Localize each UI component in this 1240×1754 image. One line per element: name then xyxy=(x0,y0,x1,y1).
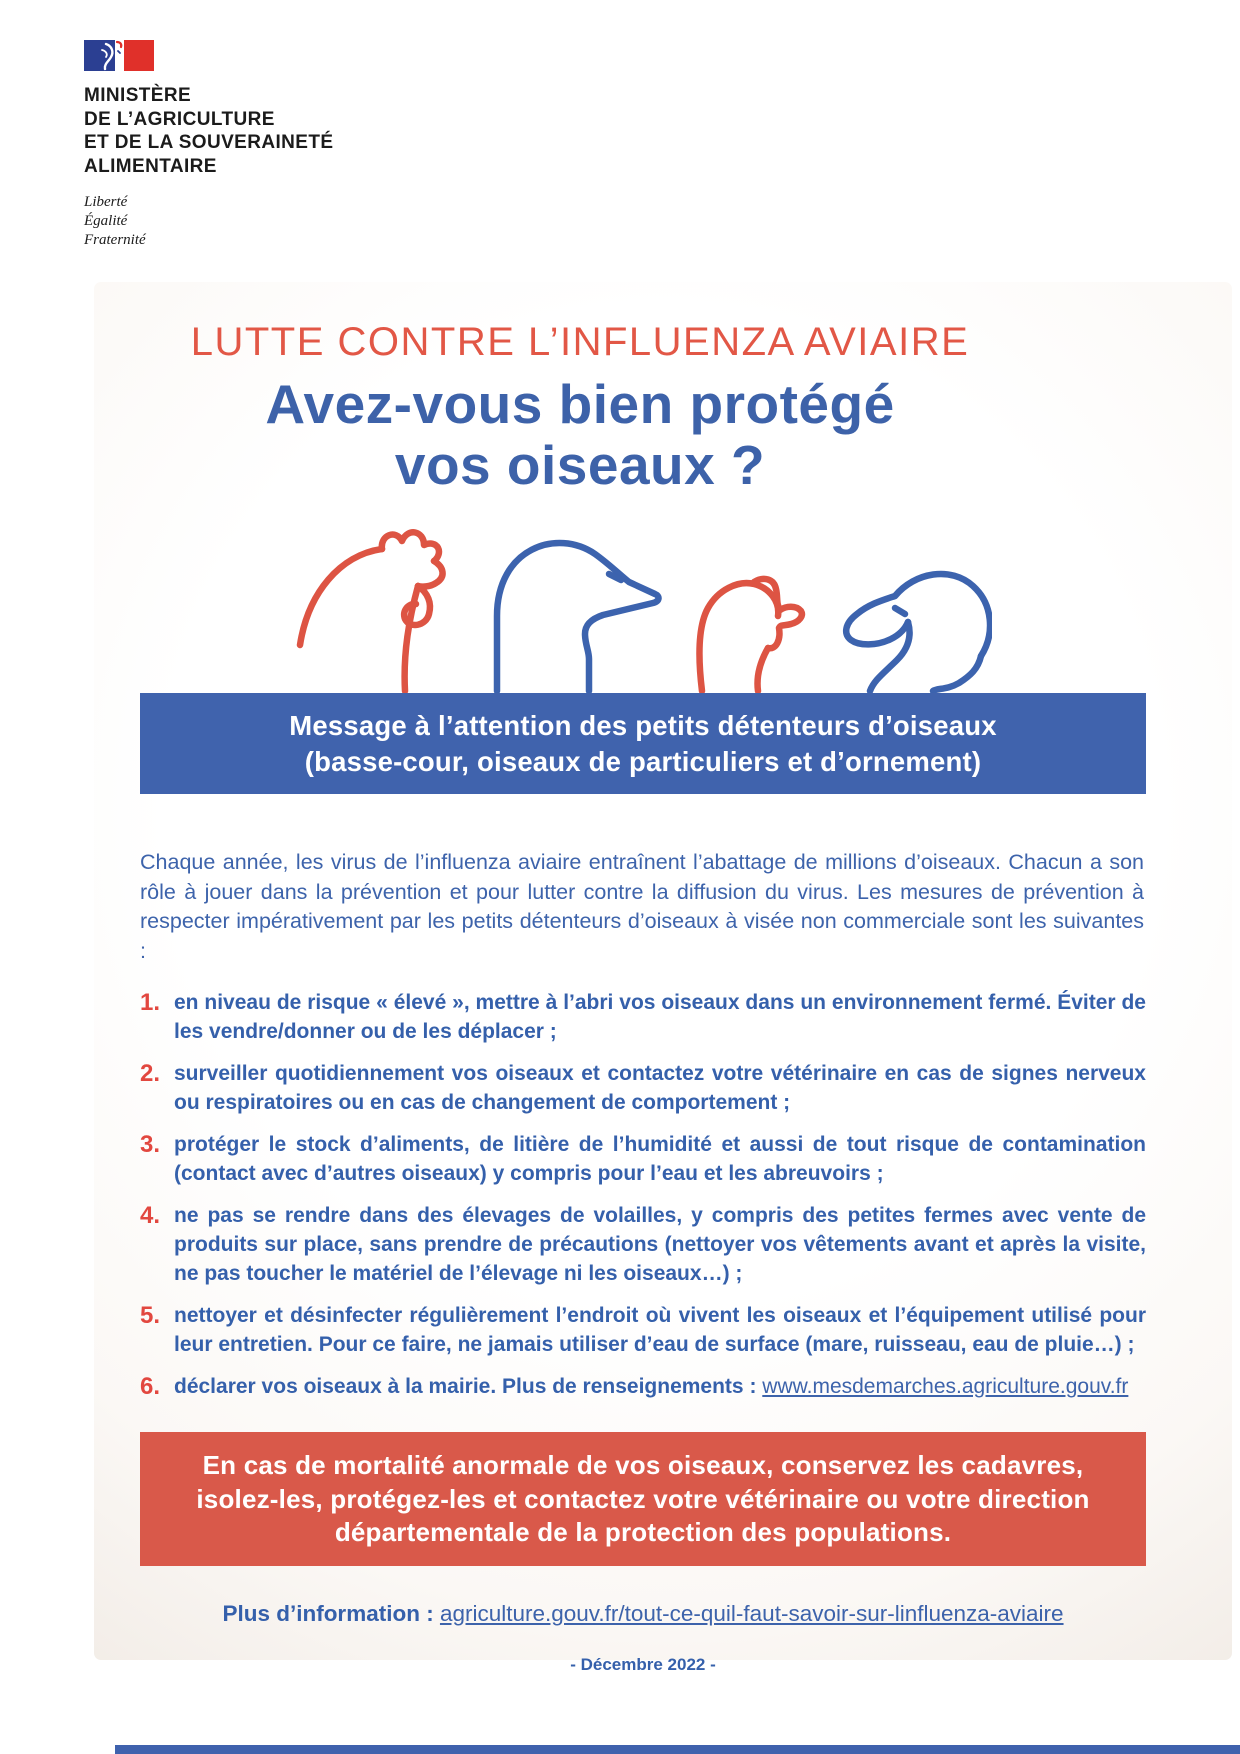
poster-kicker: LUTTE CONTRE L’INFLUENZA AVIAIRE xyxy=(190,320,970,364)
poster-title-line1: Avez-vous bien protégé xyxy=(265,373,895,435)
measure-number: 1. xyxy=(140,989,161,1016)
bottom-accent-bar xyxy=(115,1745,1240,1754)
more-info-label: Plus d’information : xyxy=(222,1600,434,1626)
duck-icon xyxy=(837,552,992,693)
ministry-name-line: DE L’AGRICULTURE xyxy=(84,108,275,130)
measure-text: protéger le stock d’aliments, de litière de l’humidité et aussi de tout risque de contamination (contact avec d’autres oiseaux) y compris pour l’eau et les abreuvoirs ; xyxy=(174,1133,1146,1185)
hen-icon xyxy=(292,523,452,693)
french-flag-marianne-icon xyxy=(84,40,154,71)
measure-item-5 xyxy=(140,1301,1146,1359)
mortality-alert-banner: En cas de mortalité anormale de vos oiseaux, conservez les cadavres, isolez-les, protégez-les et contactez votre vétérinaire ou votre direction départementale de la protection des populations. xyxy=(140,1432,1146,1566)
more-info-line xyxy=(140,1600,1146,1628)
audience-banner xyxy=(140,693,1146,794)
measure-item-2 xyxy=(140,1059,1146,1117)
motto-line: Égalité xyxy=(84,213,128,229)
agriculture-gouv-link[interactable]: agriculture.gouv.fr/tout-ce-quil-faut-savoir-sur-linfluenza-aviaire xyxy=(439,1600,1064,1626)
measure-item-4 xyxy=(140,1201,1146,1288)
measure-text: nettoyer et désinfecter régulièrement l’endroit où vivent les oiseaux et l’équipement utilisé pour leur entretien. Pour ce faire, ne jamais utiliser d’eau de surface (mare, ruisseau, eau de pluie…) ; xyxy=(174,1304,1146,1356)
bird-illustrations xyxy=(292,512,992,693)
measure-number: 5. xyxy=(140,1302,161,1329)
goose-icon xyxy=(479,512,664,693)
mesdemarches-link[interactable]: www.mesdemarches.agriculture.gouv.fr xyxy=(762,1375,1129,1398)
measure-number: 6. xyxy=(140,1373,161,1400)
poster-card xyxy=(94,282,1232,1674)
ministry-name-line: ET DE LA SOUVERAINETÉ xyxy=(84,132,334,153)
audience-banner-line2: (basse-cour, oiseaux de particuliers et d’ornement) xyxy=(304,746,982,777)
measure-item-1 xyxy=(140,988,1146,1046)
motto-line: Fraternité xyxy=(84,232,146,248)
intro-paragraph: Chaque année, les virus de l’influenza aviaire entraînent l’abattage de millions d’oiseaux. Chacun a son rôle à jouer dans la prévention et pour lutter contre la diffusion du virus. Les mesures de prévention à respecter impérativement par les petits détenteurs d’oiseaux à visée non commerciale sont les suivantes : xyxy=(140,850,1144,963)
measure-text xyxy=(174,1372,1146,1401)
ministry-name-line: MINISTÈRE xyxy=(84,85,192,106)
measure-number: 3. xyxy=(140,1131,161,1158)
measure-text: ne pas se rendre dans des élevages de volailles, y compris des petites fermes avec vente de produits sur place, sans prendre de précautions (nettoyer vos vêtements avant et après la visite, ne pas toucher le matériel de l’élevage ni les oiseaux…) ; xyxy=(174,1204,1146,1285)
turkey-icon xyxy=(692,562,810,693)
measure-number: 4. xyxy=(140,1202,161,1229)
government-logo-block xyxy=(84,40,504,250)
poster-title-line2: vos oiseaux ? xyxy=(394,434,766,496)
ministry-name xyxy=(84,84,504,178)
measures-list xyxy=(140,988,1146,1401)
audience-banner-line1: Message à l’attention des petits détenteurs d’oiseaux xyxy=(289,710,997,741)
measure-text-lead: déclarer vos oiseaux à la mairie. Plus de renseignements : xyxy=(174,1375,763,1398)
measure-item-3 xyxy=(140,1130,1146,1188)
measure-number: 2. xyxy=(140,1060,161,1087)
ministry-name-line: ALIMENTAIRE xyxy=(84,155,217,177)
measure-item-6 xyxy=(140,1372,1146,1401)
publication-date: - Décembre 2022 - xyxy=(570,1654,716,1674)
republic-motto xyxy=(84,193,504,250)
measure-text: en niveau de risque « élevé », mettre à l’abri vos oiseaux dans un environnement fermé. Éviter de les vendre/donner ou de les déplacer ; xyxy=(174,991,1146,1043)
measure-text: surveiller quotidiennement vos oiseaux et contactez votre vétérinaire en cas de signes nerveux ou respiratoires ou en cas de changement de comportement ; xyxy=(174,1062,1146,1114)
motto-line: Liberté xyxy=(84,194,128,210)
poster-title xyxy=(140,374,1020,496)
